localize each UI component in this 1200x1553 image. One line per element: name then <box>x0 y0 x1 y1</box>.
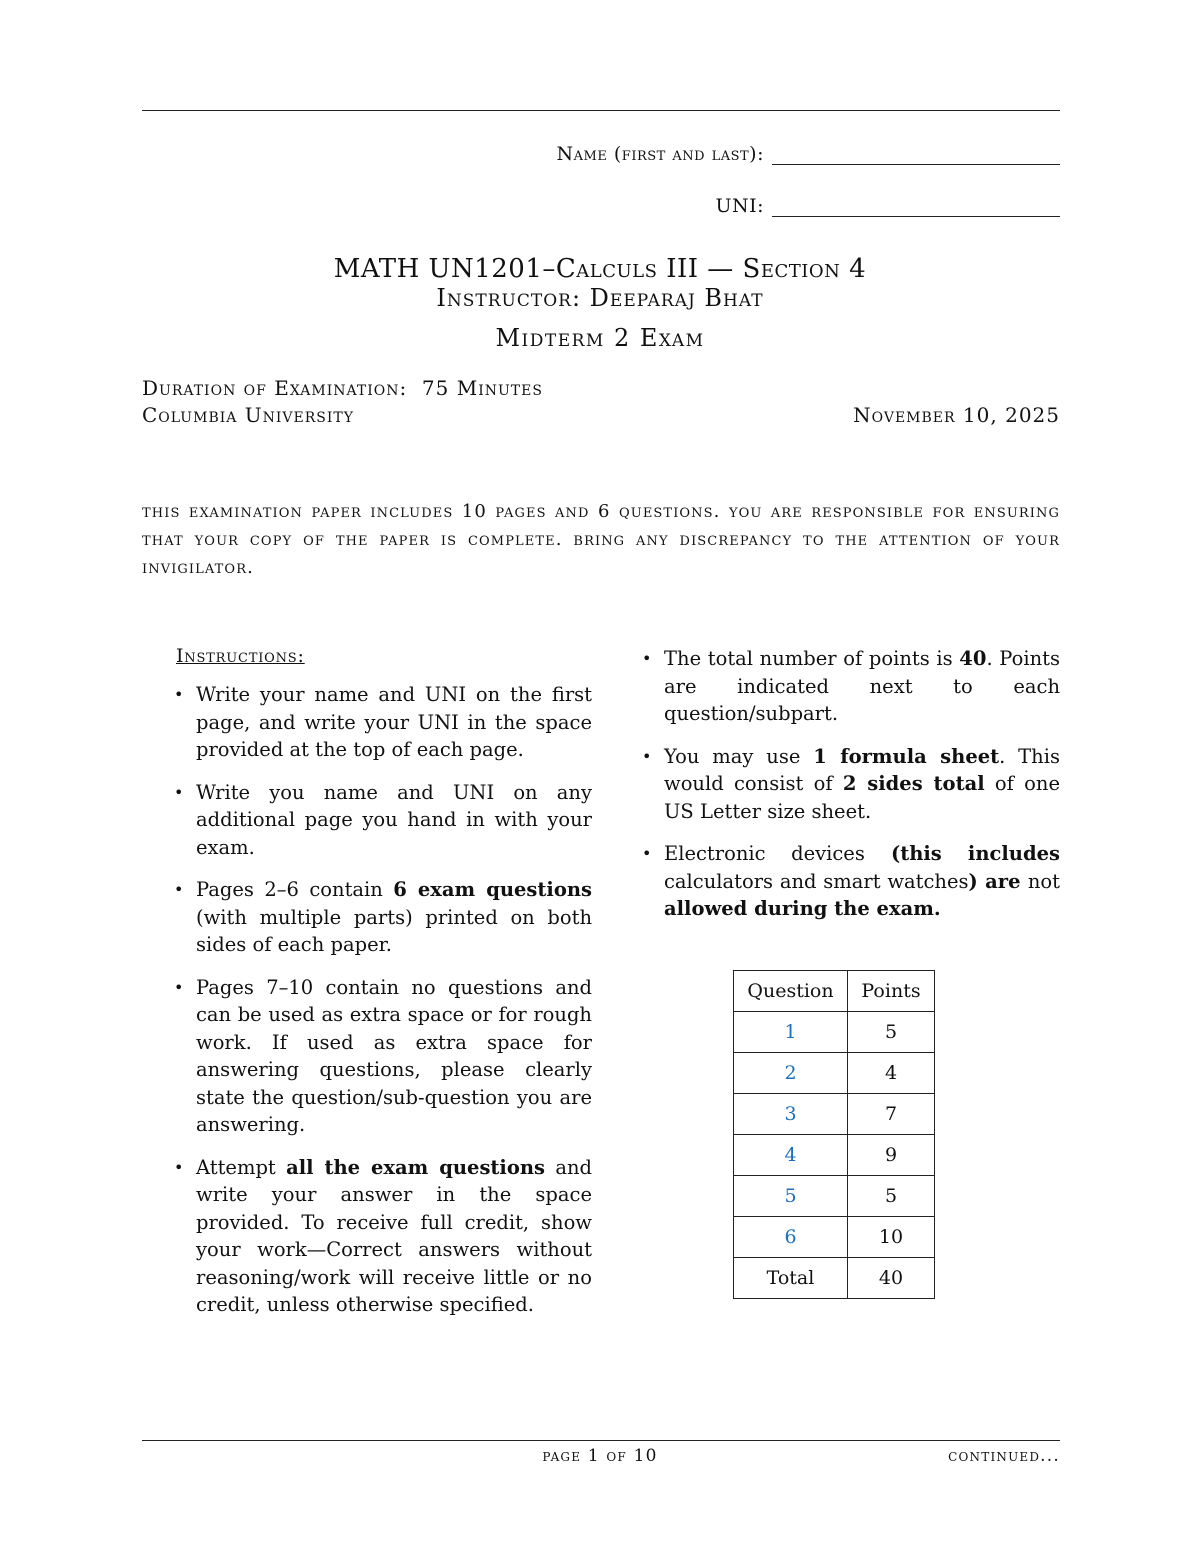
exam-date: November 10, 2025 <box>853 403 1060 427</box>
course-code: MATH UN1201– <box>333 254 556 284</box>
instruction-text: Pages 2–6 contain <box>196 878 394 901</box>
instruction-text: calculators and smart watches <box>664 869 969 893</box>
bullet-icon: • <box>642 844 652 863</box>
bullet-icon: • <box>174 880 184 899</box>
instruction-text: Attempt <box>196 1155 287 1179</box>
uni-blank-line <box>772 194 1060 217</box>
continued-label: continued... <box>948 1446 1060 1466</box>
bullet-icon: • <box>174 1157 184 1177</box>
instruction-text: Pages 7–10 contain no questions and can be used as extra space or for rough work. If used as extra space for answering questions, please clearly state the question/sub-question you are answering. <box>196 975 592 1136</box>
instruction-text: . Points are indicated next to each question/subpart. <box>664 647 1060 725</box>
question-link[interactable]: 6 <box>734 1217 848 1258</box>
question-link[interactable]: 2 <box>734 1053 848 1094</box>
instruction-text: You may use <box>664 744 814 768</box>
instruction-item <box>640 645 1060 728</box>
instruction-emphasis: allowed during the exam. <box>664 897 941 920</box>
question-link[interactable]: 4 <box>734 1135 848 1176</box>
instruction-text: Electronic devices <box>664 842 865 865</box>
instruction-item <box>172 876 592 959</box>
points-table-row <box>734 1176 935 1217</box>
points-table-row <box>734 1053 935 1094</box>
points-table-row <box>734 1217 935 1258</box>
course-name: Calculs III — Section 4 <box>555 254 867 284</box>
bullet-icon: • <box>174 685 184 704</box>
question-link[interactable]: 3 <box>734 1094 848 1135</box>
instruction-item <box>172 1154 592 1319</box>
question-points: 9 <box>848 1135 935 1176</box>
instructions-heading: Instructions: <box>176 645 305 667</box>
instruction-emphasis: 40 <box>959 647 987 670</box>
bullet-icon: • <box>174 782 184 802</box>
instruction-item <box>172 681 592 764</box>
header-points: Points <box>848 971 935 1012</box>
page-number: page 1 of 10 <box>542 1446 658 1466</box>
instruction-emphasis: all the exam questions <box>286 1155 545 1179</box>
instruction-item <box>172 779 592 862</box>
instruction-text: . This would consist of <box>664 744 1060 795</box>
bullet-icon: • <box>174 977 184 997</box>
instructions-list-right <box>640 645 1060 923</box>
uni-label: UNI: <box>715 195 764 217</box>
bottom-rule <box>142 1440 1060 1441</box>
points-table-row <box>734 1012 935 1053</box>
total-value: 40 <box>848 1258 935 1299</box>
question-points: 5 <box>848 1012 935 1053</box>
question-link[interactable]: 1 <box>734 1012 848 1053</box>
points-table <box>733 970 935 1299</box>
bullet-icon: • <box>642 649 652 668</box>
question-points: 7 <box>848 1094 935 1135</box>
exam-notice: this examination paper includes 10 pages and 6 questions. you are responsible for ensuring that your copy of the paper is complete. bring any discrepancy to the attention of your invigilator. <box>142 501 1060 578</box>
university-name: Columbia University <box>142 403 354 427</box>
instruction-text: The total number of points is <box>664 647 960 670</box>
instructions-list-left <box>172 681 592 1319</box>
instruction-emphasis: 2 sides total <box>842 772 985 795</box>
points-table-row <box>734 1135 935 1176</box>
instruction-item <box>640 840 1060 923</box>
instruction-item <box>172 974 592 1139</box>
instructions-right-column <box>640 645 1060 938</box>
top-rule <box>142 110 1060 111</box>
instruction-text: of one US Letter size sheet. <box>664 772 1060 823</box>
instruction-emphasis: 6 exam questions <box>393 878 592 901</box>
points-table-row <box>734 1094 935 1135</box>
instructions-left-column <box>172 645 592 1334</box>
question-points: 10 <box>848 1217 935 1258</box>
header-question: Question <box>734 971 848 1012</box>
instruction-text: not <box>1027 869 1060 893</box>
name-field-row <box>557 142 1060 165</box>
question-points: 5 <box>848 1176 935 1217</box>
instruction-text: Write you name and UNI on any additional page you hand in with your exam. <box>196 780 592 859</box>
instruction-emphasis: (this includes <box>864 842 1060 865</box>
bullet-icon: • <box>642 746 652 766</box>
question-points: 4 <box>848 1053 935 1094</box>
instruction-emphasis: ) are <box>968 869 1028 893</box>
uni-field-row <box>715 194 1060 217</box>
question-link[interactable]: 5 <box>734 1176 848 1217</box>
name-blank-line <box>772 142 1060 165</box>
instruction-item <box>640 743 1060 826</box>
exam-title: Midterm 2 Exam <box>495 324 705 352</box>
instruction-text: and write your answer in the space provided. To receive full credit, show your work—Correct answers without reasoning/work will receive little or no credit, unless otherwise specified. <box>196 1155 593 1316</box>
instructor-line: Instructor: Deeparaj Bhat <box>436 284 764 312</box>
course-title <box>0 254 1200 284</box>
name-label: Name (first and last): <box>556 143 764 165</box>
exam-duration: Duration of Examination: 75 Minutes <box>142 376 543 400</box>
points-table-header-row <box>734 971 935 1012</box>
instruction-emphasis: 1 formula sheet <box>813 744 1000 768</box>
points-table-total-row <box>734 1258 935 1299</box>
instruction-text: (with multiple parts) printed on both sides of each paper. <box>196 905 592 956</box>
instruction-text: Write your name and UNI on the first page, and write your UNI in the space provided at the top of each page. <box>196 683 592 761</box>
total-label: Total <box>734 1258 848 1299</box>
